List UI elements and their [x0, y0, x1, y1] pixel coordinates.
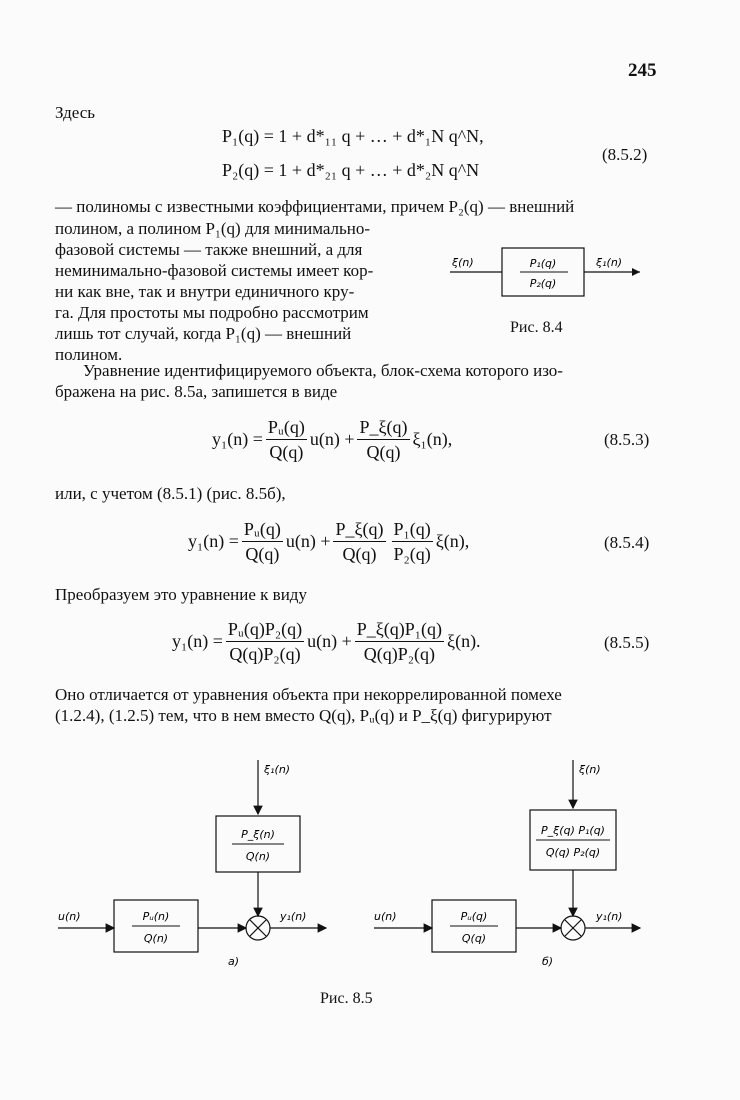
frac-num: P_ξ(q): [333, 518, 385, 542]
fig85b-plant-den: Q(q): [461, 932, 487, 945]
eq-855-lhs: y₁(n) =: [172, 631, 223, 651]
fig84-arrow-head: [632, 268, 640, 276]
eq-855: [172, 618, 481, 665]
frac-den: Q(q): [366, 442, 401, 462]
para1-first-line: — полиномы с известными коэффициентами, причем P₂(q) — внешний: [55, 197, 575, 216]
para3-line: (1.2.4), (1.2.5) тем, что в нем вместо Q(q), Pᵤ(q) и P_ξ(q) фигурируют: [55, 706, 552, 725]
fig85b-u-label: u(n): [374, 910, 397, 923]
eq-854-frac3: [392, 518, 433, 565]
eq-852-number: (8.5.2): [602, 145, 648, 164]
eq-852-line2: P₂(q) = 1 + d*₂₁ q + … + d*₂N q^N: [222, 160, 480, 180]
para1-line: фазовой системы — также внешний, а для: [55, 240, 363, 259]
fig85b-sublabel: б): [542, 955, 554, 968]
frac-num: P₁(q): [392, 518, 433, 542]
fig84-den: P₂(q): [529, 277, 557, 290]
fig84-input-label: ξ(n): [452, 256, 474, 269]
fig85a-sublabel: а): [228, 955, 240, 968]
para1-line: полином, а полином P₁(q) для минимально-: [55, 219, 371, 238]
fig85a-noise-in-label: ξ₁(n): [264, 763, 291, 776]
eq-853-tail: ξ₁(n),: [412, 429, 453, 449]
fig85a-y-label: y₁(n): [280, 910, 307, 923]
para2-line: Уравнение идентифицируемого объекта, блок-схема которого изо-: [83, 361, 563, 380]
fig85b-plant-num: Pᵤ(q): [460, 910, 488, 923]
intro-word: Здесь: [55, 103, 96, 122]
text-transform: Преобразуем это уравнение к виду: [55, 585, 307, 604]
para1-line: ни как вне, так и внутри единичного кру-: [55, 282, 355, 301]
text-or: или, с учетом (8.5.1) (рис. 8.5б),: [55, 484, 286, 503]
para1-wrapped: [55, 218, 427, 365]
para3-line: Оно отличается от уравнения объекта при некоррелированной помехе: [55, 685, 562, 704]
frac-num: Pᵤ(q): [266, 416, 307, 440]
eq-855-frac2: [355, 618, 444, 665]
eq-854-mid: u(n) +: [285, 531, 331, 551]
para3: [55, 684, 655, 726]
fig84-num: P₁(q): [529, 257, 557, 270]
eq-853-lhs: y₁(n) =: [212, 429, 263, 449]
frac-num: P_ξ(q): [357, 416, 409, 440]
fig84-caption: Рис. 8.4: [510, 319, 563, 336]
figure-8-4: [440, 238, 660, 318]
para2-line: бражена на рис. 8.5а, запишется в виде: [55, 382, 338, 401]
fig85b-noise-den: Q(q) P₂(q): [545, 846, 601, 859]
fig85-diagram-b: [374, 760, 640, 968]
fig85b-noise-in-label: ξ(n): [579, 763, 601, 776]
eq-855-mid: u(n) +: [307, 631, 352, 651]
eq-855-frac1: [226, 618, 304, 665]
fig85-diagram-a: [58, 760, 326, 968]
eq-853: [212, 416, 452, 463]
fig85a-noise-den: Q(n): [245, 850, 271, 863]
para1-line: полином.: [55, 345, 123, 364]
eq-854-lhs: y₁(n) =: [188, 531, 239, 551]
eq-853-frac2: [357, 416, 409, 463]
frac-num: Pᵤ(q)P₂(q): [226, 618, 304, 642]
eq-853-frac1: [266, 416, 307, 463]
fig85a-u-label: u(n): [58, 910, 81, 923]
frac-den: Q(q): [269, 442, 304, 462]
eq-855-number: (8.5.5): [604, 633, 650, 652]
fig85a-plant-num: Pᵤ(n): [142, 910, 170, 923]
para1-line: неминимально-фазовой системы имеет кор-: [55, 261, 374, 280]
eq-854-frac1: [242, 518, 283, 565]
eq-852-line1: P₁(q) = 1 + d*₁₁ q + … + d*₁N q^N,: [222, 126, 484, 146]
fig85a-plant-den: Q(n): [143, 932, 169, 945]
fig85a-noise-num: P_ξ(n): [241, 828, 275, 841]
frac-den: P₂(q): [393, 544, 431, 564]
para2: [55, 360, 655, 402]
frac-den: Q(q): [245, 544, 280, 564]
fig85b-noise-num: P_ξ(q) P₁(q): [541, 824, 605, 837]
eq-853-mid: u(n) +: [309, 429, 355, 449]
fig85-caption: Рис. 8.5: [320, 990, 373, 1007]
frac-den: Q(q)P₂(q): [363, 644, 436, 664]
figure-8-5: [40, 750, 680, 980]
fig84-output-label: ξ₁(n): [596, 256, 623, 269]
fig85b-y-label: y₁(n): [596, 910, 623, 923]
page-number: 245: [628, 60, 657, 81]
eq-855-tail: ξ(n).: [447, 631, 481, 651]
eq-854-tail: ξ(n),: [435, 531, 470, 551]
eq-854-number: (8.5.4): [604, 533, 650, 552]
frac-den: Q(q)P₂(q): [229, 644, 301, 664]
frac-num: Pᵤ(q): [242, 518, 283, 542]
eq-854-frac2: [333, 518, 385, 565]
para1-line: лишь тот случай, когда P₁(q) — внешний: [55, 324, 352, 343]
eq-854: [188, 518, 469, 565]
para1-line: га. Для простоты мы подробно рассмотрим: [55, 303, 369, 322]
eq-853-number: (8.5.3): [604, 430, 650, 449]
frac-den: Q(q): [342, 544, 377, 564]
frac-num: P_ξ(q)P₁(q): [355, 618, 444, 642]
